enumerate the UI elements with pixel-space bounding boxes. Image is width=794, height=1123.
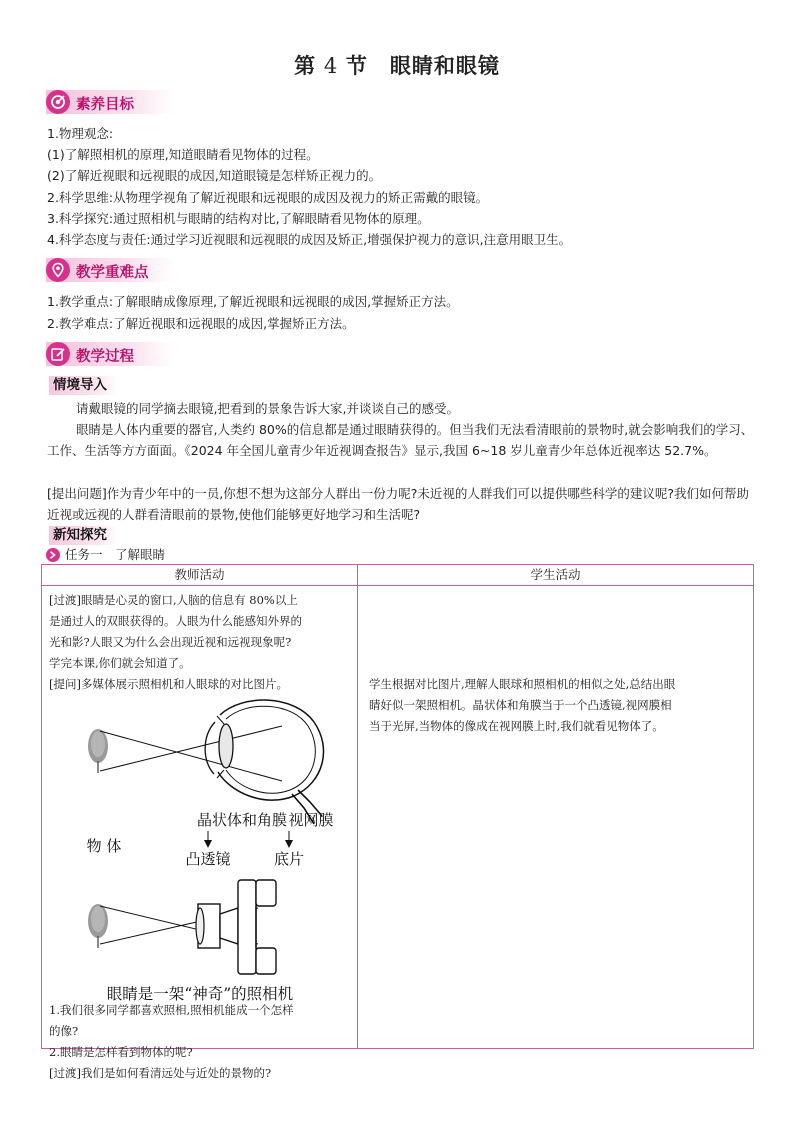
goal-line-6: 4.科学态度与责任:通过学习近视眼和远视眼的成因及矫正,增强保护视力的意识,注意用眼卫生。 [47, 232, 572, 247]
teacher-line: 1.我们很多同学都喜欢照相,照相机能成一个怎样 [49, 1003, 294, 1017]
title-prefix: 第 [294, 54, 317, 78]
intro-paragraph-1: 请戴眼镜的同学摘去眼镜,把看到的景象告诉大家,并谈谈自己的感受。 [76, 401, 459, 416]
eyeball-icon [205, 700, 323, 824]
raise-question-tag: [提出问题] [47, 486, 107, 501]
teacher-line: 学完本课,你们就会知道了。 [49, 656, 191, 670]
location-pin-icon [46, 258, 70, 282]
edit-icon [46, 342, 70, 366]
task-one-label: 任务一 了解眼睛 [65, 547, 166, 562]
teacher-activity-cell [42, 586, 358, 1080]
teacher-line: 2.眼睛是怎样看到物体的呢? [49, 1045, 193, 1059]
teacher-line: 光和影?人眼又为什么会出现近视和远视现象呢? [49, 635, 292, 649]
intro-paragraph-3 [47, 483, 757, 525]
intro-heading: 情境导入 [49, 376, 117, 395]
eye-camera-diagram [42, 586, 358, 1048]
object-label: 物 体 [86, 837, 122, 855]
teacher-line: [过渡]眼睛是心灵的窗口,人脑的信息有 80%以上 [49, 593, 298, 607]
section-keypoints-title: 教学重难点 [76, 265, 149, 281]
convex-lens-label: 凸透镜 [185, 850, 231, 868]
section-goals-title: 素养目标 [76, 97, 134, 113]
intro-paragraph-2: 眼睛是人体内重要的器官,人类约 80%的信息都是通过眼睛获得的。但当我们无法看清眼前的景物时,就会影响我们的学习、工作、生活等方方面面。《2024 年全国儿童青少年近视调查报告》显示,我国 6~18 岁儿童青少年总体近视率达 52.7%。 [47, 422, 754, 458]
camera-icon [196, 880, 276, 974]
student-activity-cell [358, 586, 754, 1049]
keypoint-line-2: 2.教学难点:了解近视眼和远视眼的成因,掌握矫正方法。 [47, 316, 355, 331]
retina-label: 视网膜 [288, 811, 334, 829]
section-goals-header [46, 90, 174, 114]
goal-line-1: 1.物理观念: [47, 126, 114, 141]
tree-icon [88, 729, 108, 773]
chevron-right-icon [46, 548, 60, 562]
student-activity-header: 学生活动 [358, 565, 754, 586]
table-row [42, 586, 754, 1049]
title-suffix: 节 眼睛和眼镜 [345, 54, 500, 78]
goal-line-4: 2.科学思维:从物理学视角了解近视眼和远视眼的成因及视力的矫正需戴的眼镜。 [47, 190, 489, 205]
activity-table [41, 564, 754, 1080]
film-label: 底片 [273, 850, 305, 868]
section-process-header [46, 342, 174, 366]
student-line: 学生根据对比图片,理解人眼球和照相机的相似之处,总结出眼 [369, 677, 676, 691]
keypoint-line-1: 1.教学重点:了解眼睛成像原理,了解近视眼和远视眼的成因,掌握矫正方法。 [47, 294, 459, 309]
title-number: 4 [323, 54, 339, 78]
page-title [0, 50, 794, 80]
teacher-activity-header: 教师活动 [42, 565, 358, 586]
teacher-line: [过渡]我们是如何看清远处与近处的景物的? [49, 1066, 272, 1080]
goal-line-5: 3.科学探究:通过照相机与眼睛的结构对比,了解眼睛看见物体的原理。 [47, 211, 430, 226]
section-keypoints-header [46, 258, 174, 282]
student-line: 睛好似一架照相机。晶状体和角膜当于一个凸透镜,视网膜相 [369, 698, 672, 712]
tree-icon [88, 904, 108, 948]
goal-line-2: (1)了解照相机的原理,知道眼睛看见物体的过程。 [47, 147, 319, 162]
section-process-title: 教学过程 [76, 349, 134, 365]
target-icon [46, 90, 70, 114]
diagram-caption: 眼睛是一架“神奇”的照相机 [106, 985, 294, 1003]
lens-cornea-label: 晶状体和角膜 [196, 811, 288, 829]
student-line: 当于光屏,当物体的像成在视网膜上时,我们就看见物体了。 [369, 719, 664, 733]
teacher-line: [提问]多媒体展示照相机和人眼球的对比图片。 [49, 677, 288, 691]
teacher-line: 是通过人的双眼获得的。人眼为什么能感知外界的 [49, 614, 302, 628]
teacher-line: 的像? [49, 1024, 79, 1038]
goal-line-3: (2)了解近视眼和远视眼的成因,知道眼镜是怎样矫正视力的。 [47, 168, 382, 183]
explore-heading: 新知探究 [49, 526, 117, 545]
intro-paragraph-3-text: 作为青少年中的一员,你想不想为这部分人群出一份力呢?未近视的人群我们可以提供哪些科学的建议呢?我们如何帮助近视或远视的人群看清眼前的景物,使他们能够更好地学习和生活呢? [47, 486, 750, 522]
table-header-row [42, 565, 754, 586]
